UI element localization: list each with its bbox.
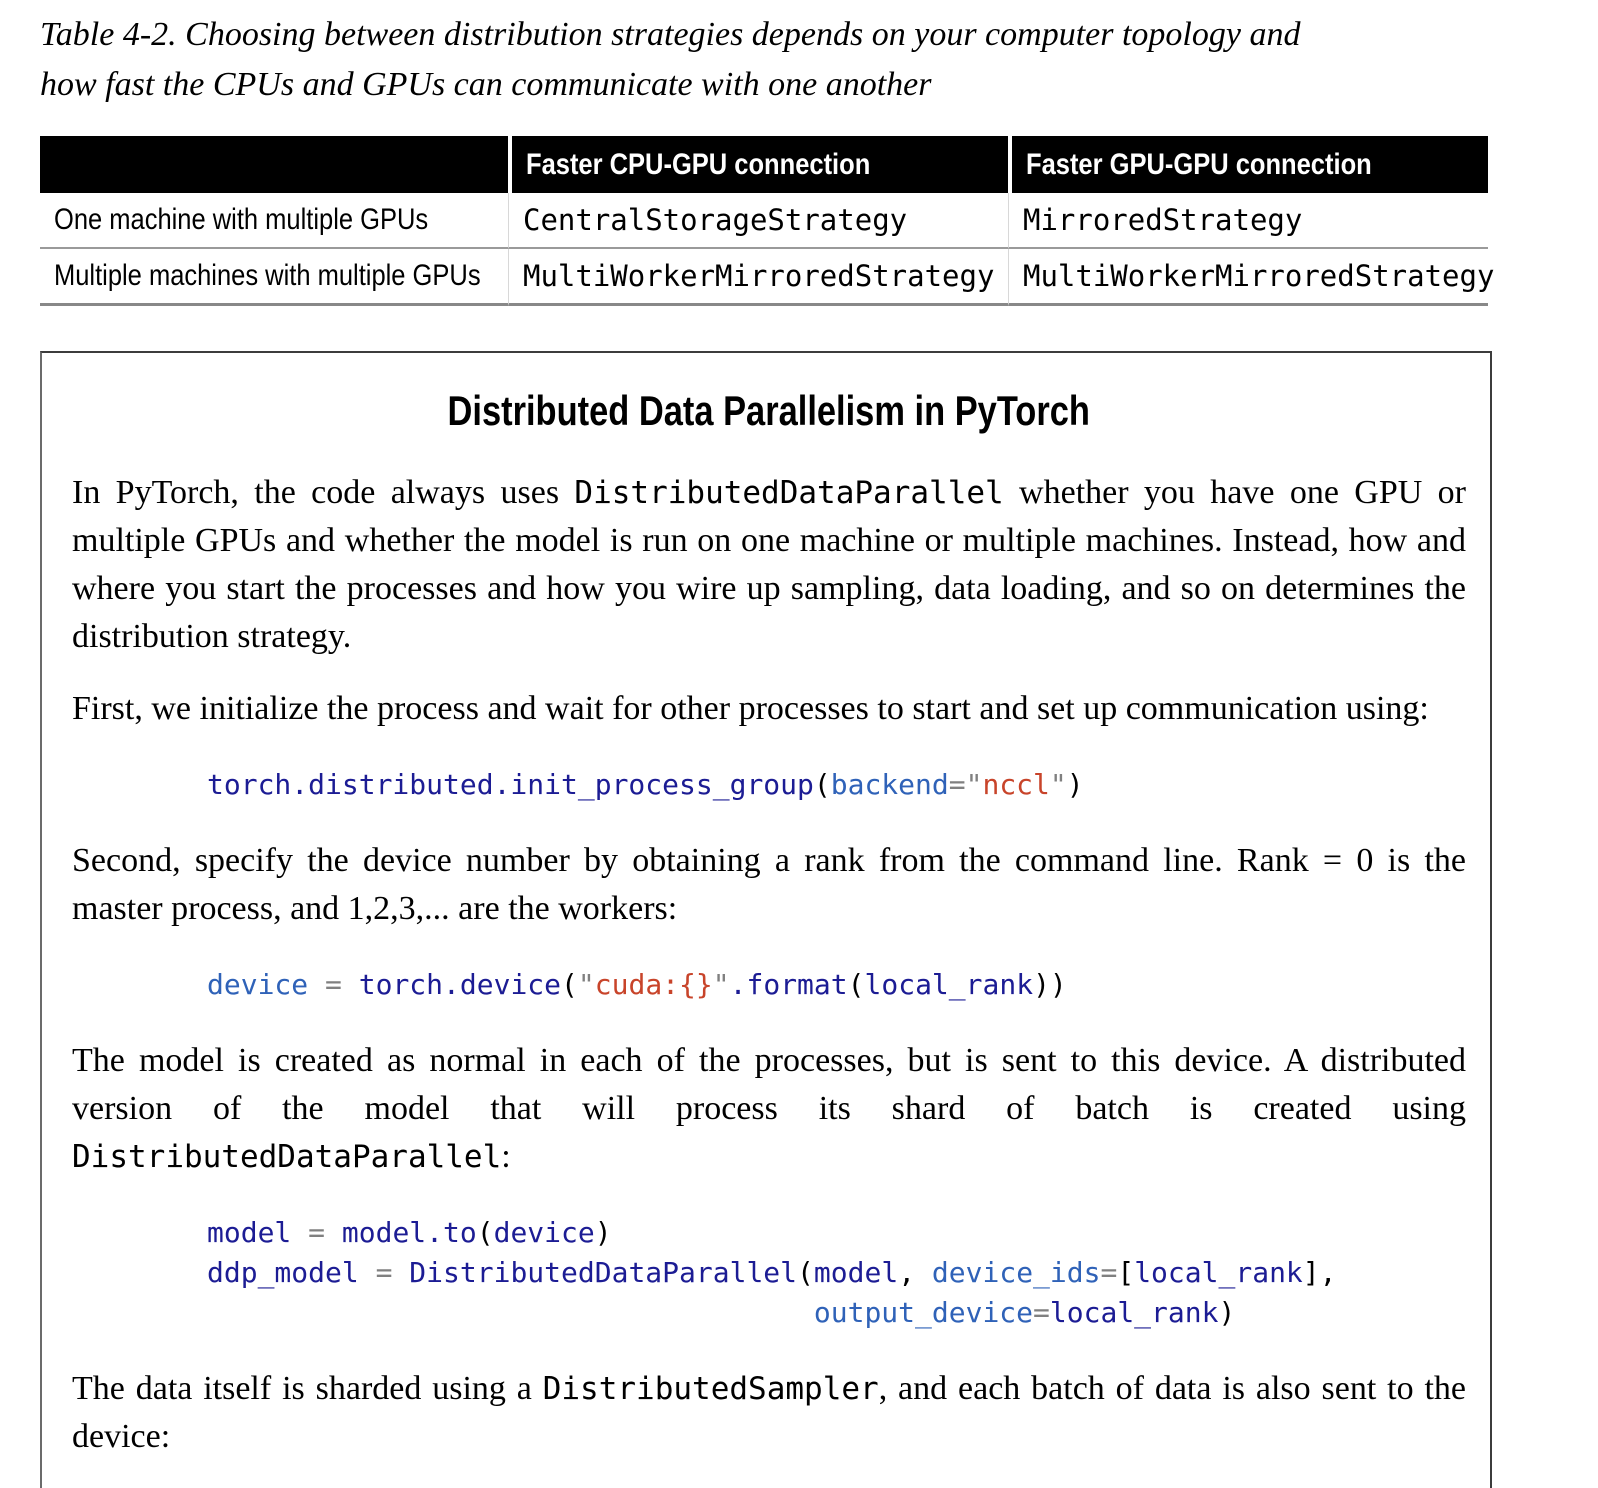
table-caption-line-2: how fast the CPUs and GPUs can communicate with one another [40,66,932,103]
cell-multiworker-mirrored-strategy-gpu: MultiWorkerMirroredStrategy [1008,249,1488,306]
pytorch-sidebar-box [40,351,1492,1488]
paragraph-model: The model is created as normal in each of the processes, but is sent to this device. A distributed version of the model that will process its shard of batch is created using DistributedDataParallel: [72,1042,1466,1175]
table-header-cpu-gpu-label: Faster CPU-GPU connection [526,147,871,181]
sidebar-title [72,387,1466,435]
page-content [40,10,1496,1488]
row-label-one-machine [40,193,508,249]
cell-central-storage-strategy: CentralStorageStrategy [508,193,1008,249]
distribution-strategy-table [40,136,1495,306]
code-ddp-model: model = model.to(device) ddp_model = DistributedDataParallel(model, device_ids=[local_rank], output_device=local_rank) [207,1216,1337,1329]
table-header-cpu-gpu [508,136,1008,193]
row-label-multiple-machines-text: Multiple machines with multiple GPUs [54,259,481,292]
paragraph-rank: Second, specify the device number by obtaining a rank from the command line. Rank = 0 is the master process, and 1,2,3,... are the workers: [72,842,1466,927]
table-header-row [40,136,1488,193]
sidebar-title-text: Distributed Data Parallelism in PyTorch [447,387,1091,434]
table-header-gpu-gpu [1008,136,1488,193]
cell-multiworker-mirrored-strategy-cpu: MultiWorkerMirroredStrategy [508,249,1008,306]
table-row [40,193,1488,249]
paragraph-init: First, we initialize the process and wait for other processes to start and set up communication using: [72,690,1429,727]
row-label-multiple-machines [40,249,508,306]
row-label-one-machine-text: One machine with multiple GPUs [54,203,429,236]
code-init-process-group: torch.distributed.init_process_group(backend="nccl") [207,768,1084,801]
paragraph-sampler: The data itself is sharded using a DistributedSampler, and each batch of data is also sent to the device: [72,1370,1467,1455]
cell-mirrored-strategy: MirroredStrategy [1008,193,1488,249]
table-caption [40,10,1496,110]
table-header-gpu-gpu-label: Faster GPU-GPU connection [1026,147,1372,181]
table-caption-line-1: Table 4-2. Choosing between distribution strategies depends on your computer topology and [40,16,1301,53]
code-torch-device: device = torch.device("cuda:{}".format(local_rank)) [207,968,1067,1001]
paragraph-intro: In PyTorch, the code always uses DistributedDataParallel whether you have one GPU or multiple GPUs and whether the model is run on one machine or multiple machines. Instead, how and where you start the processes and how you wire up sampling, data loading, and so on determines the distribution strategy. [72,474,1466,655]
table-row [40,249,1488,306]
table-header-empty [40,136,508,193]
